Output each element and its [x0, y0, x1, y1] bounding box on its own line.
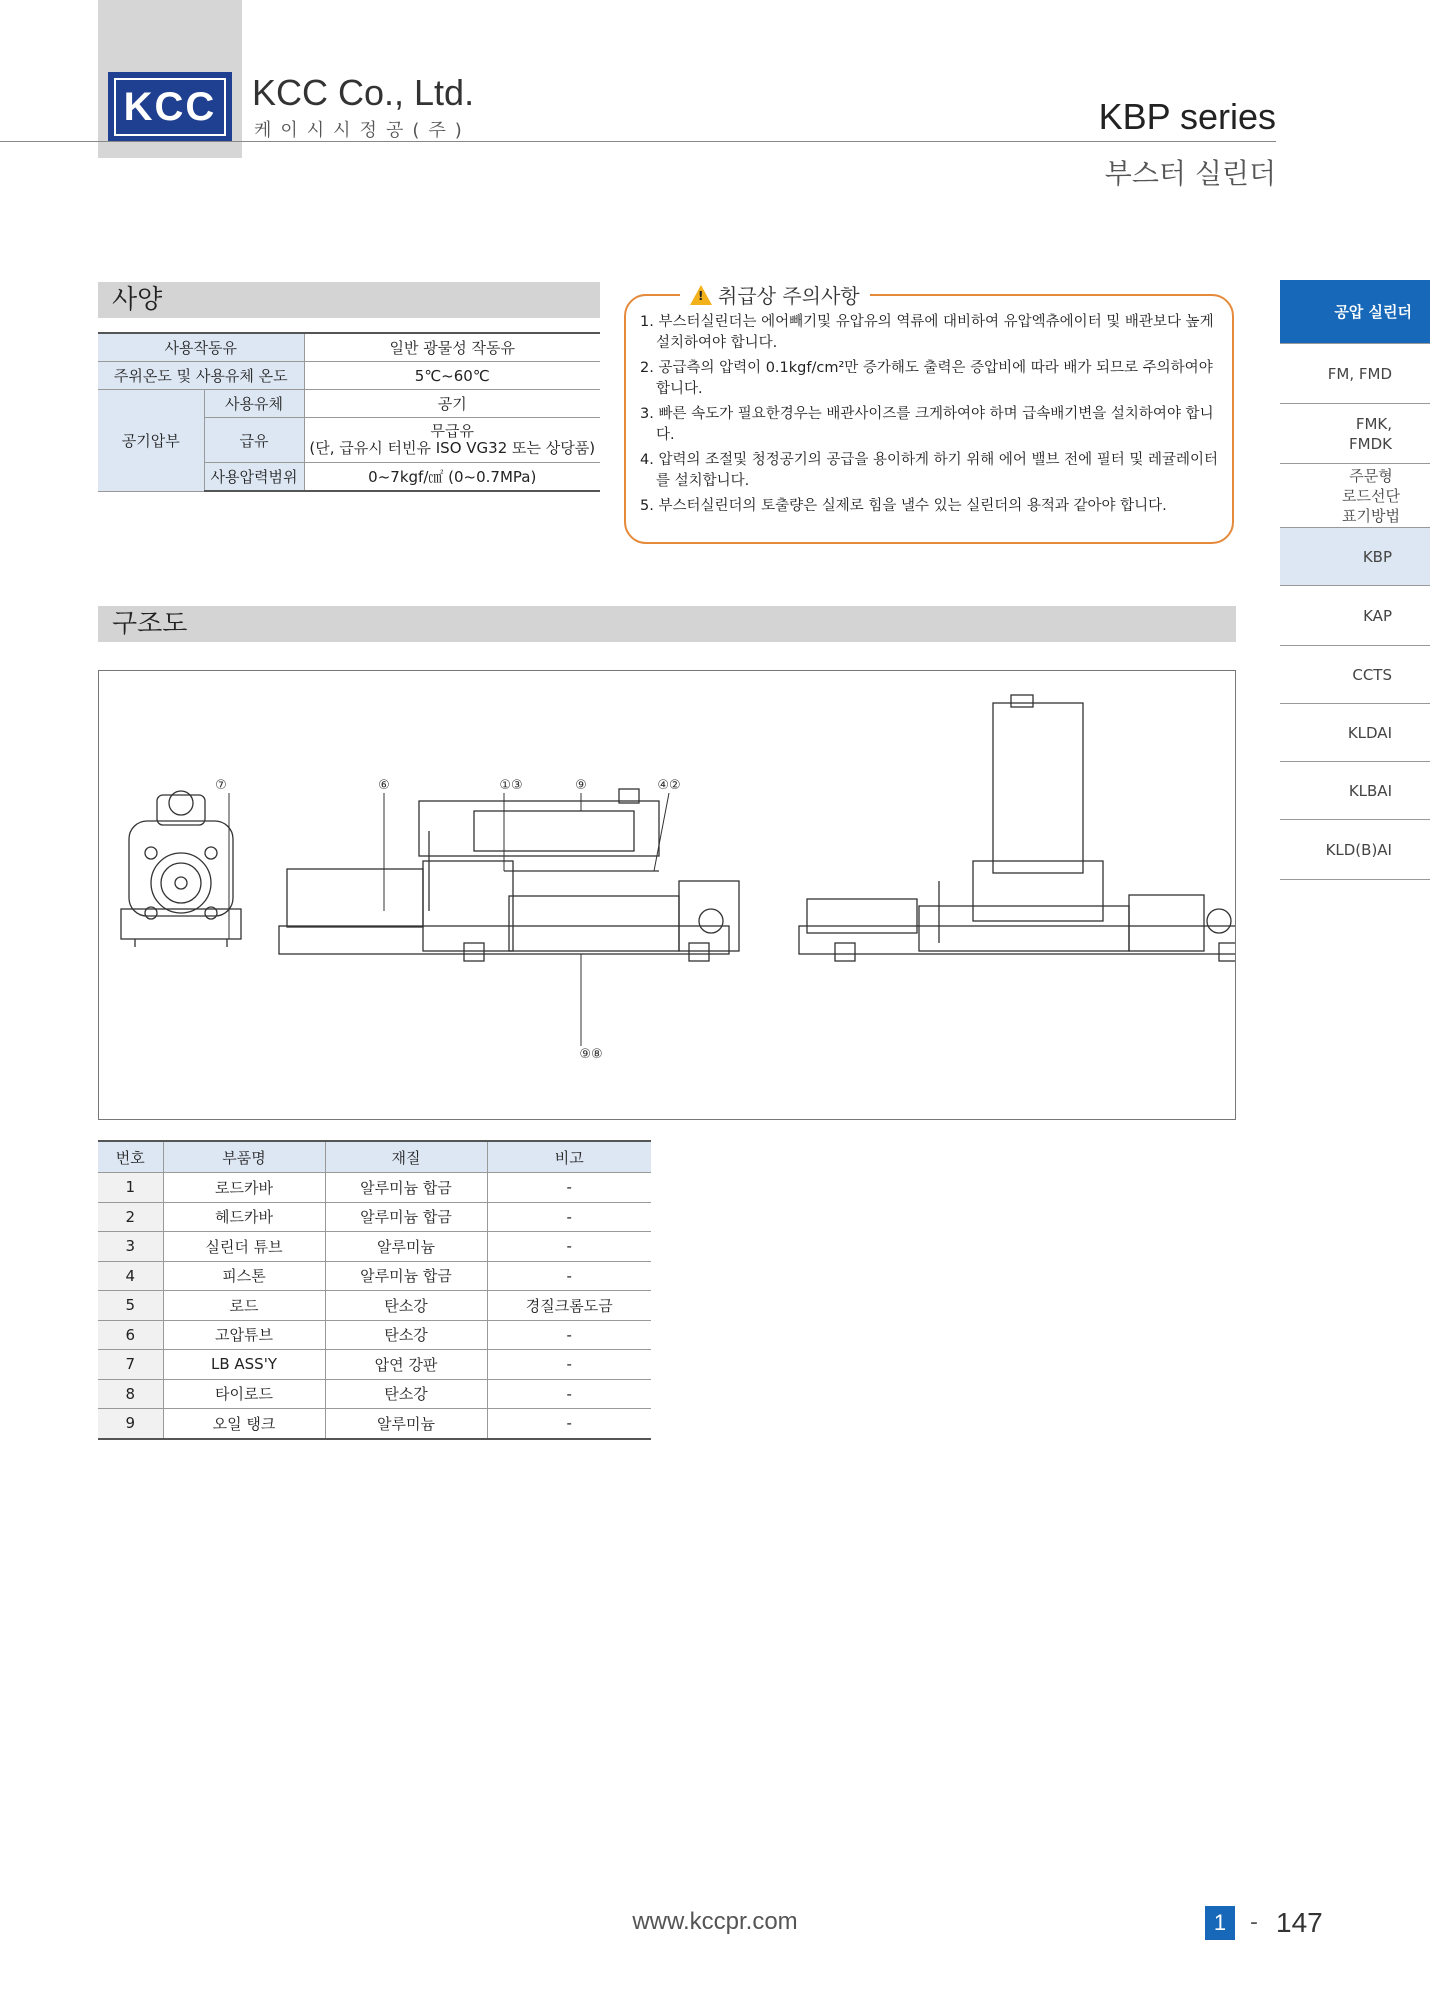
part-name: 로드 [163, 1291, 325, 1321]
callout-label: ⑥ [378, 778, 390, 793]
spec-label: 주위온도 및 사용유체 온도 [98, 362, 304, 390]
spec-group-label: 공기압부 [98, 390, 204, 492]
part-material: 탄소강 [325, 1320, 487, 1350]
nav-item-pneumatic-cylinder[interactable]: 공압 실린더 [1280, 280, 1430, 344]
part-remark: - [487, 1202, 651, 1232]
spec-value: 0~7kgf/㎠ (0~0.7MPa) [304, 463, 600, 492]
series-title: KBP series [1098, 96, 1276, 137]
table-row [98, 1350, 651, 1380]
nav-item-kbp[interactable]: KBP [1280, 528, 1430, 586]
page-number: 147 [1276, 1907, 1323, 1938]
part-name: 헤드카바 [163, 1202, 325, 1232]
callout-label: ⑨⑧ [579, 1047, 603, 1062]
nav-item-ccts[interactable]: CCTS [1280, 646, 1430, 704]
caution-item: 5. 부스터실린더의 토출량은 실제로 힘을 낼수 있는 실린더의 용적과 같아야 합니다. [640, 498, 1167, 514]
nav-item-order-rod-end[interactable]: 주문형 로드선단 표기방법 [1280, 464, 1430, 528]
spec-row [98, 362, 600, 390]
part-number: 3 [98, 1232, 163, 1262]
part-number: 8 [98, 1379, 163, 1409]
part-material: 압연 강판 [325, 1350, 487, 1380]
table-row [98, 1291, 651, 1321]
nav-item-klbai[interactable]: KLBAI [1280, 762, 1430, 820]
chapter-badge: 1 [1205, 1906, 1235, 1940]
part-material: 알루미늄 [325, 1409, 487, 1439]
spec-value: 5℃~60℃ [304, 362, 600, 390]
part-number: 1 [98, 1173, 163, 1203]
spec-value-line: 무급유 [430, 422, 474, 440]
table-row [98, 1232, 651, 1262]
part-material: 탄소강 [325, 1379, 487, 1409]
part-name: 피스톤 [163, 1261, 325, 1291]
table-row [98, 1320, 651, 1350]
footer-url[interactable]: www.kccpr.com [632, 1908, 798, 1935]
part-name: 고압튜브 [163, 1320, 325, 1350]
parts-table [98, 1140, 651, 1440]
part-number: 2 [98, 1202, 163, 1232]
series-subtitle: 부스터 실린더 [1104, 157, 1276, 190]
header-material: 재질 [325, 1141, 487, 1173]
nav-item-kap[interactable]: KAP [1280, 586, 1430, 646]
part-number: 4 [98, 1261, 163, 1291]
callout-label: ①③ [499, 778, 523, 793]
company-name-en: KCC Co., Ltd. [252, 72, 475, 113]
structure-drawing [98, 670, 1236, 1120]
header-divider [0, 141, 1276, 142]
table-row [98, 1173, 651, 1203]
caution-item: 3. 빠른 속도가 필요한경우는 배관사이즈를 크게하여야 하며 급속배기변을 설치하여야 합니다. [640, 406, 1214, 443]
end-view [121, 791, 241, 947]
part-material: 알루미늄 합금 [325, 1261, 487, 1291]
part-name: 오일 탱크 [163, 1409, 325, 1439]
part-remark: - [487, 1173, 651, 1203]
side-view [279, 789, 739, 961]
part-remark: - [487, 1261, 651, 1291]
table-row [98, 1261, 651, 1291]
table-row [98, 1379, 651, 1409]
side-nav [1280, 280, 1430, 880]
spec-value-multiline [304, 418, 600, 463]
caution-item: 1. 부스터실린더는 에어빼기및 유압유의 역류에 대비하여 유압엑츄에이터 및 배관보다 높게 설치하여야 합니다. [640, 314, 1214, 351]
part-number: 7 [98, 1350, 163, 1380]
company-logo: KCC [116, 80, 224, 134]
caution-title: 취급상 주의사항 [718, 284, 860, 308]
parts-table-header [98, 1141, 651, 1173]
caution-list [640, 312, 1228, 521]
part-name: 로드카바 [163, 1173, 325, 1203]
part-material: 알루미늄 [325, 1232, 487, 1262]
spec-value: 일반 광물성 작동유 [304, 333, 600, 362]
spec-label: 사용작동유 [98, 333, 304, 362]
callout-label: ⑨ [575, 778, 587, 793]
spec-row [98, 390, 600, 418]
caution-item: 2. 공급측의 압력이 0.1kgf/cm²만 증가해도 출력은 증압비에 따라 배가 되므로 주의하여야 합니다. [640, 360, 1213, 397]
header-part-name: 부품명 [163, 1141, 325, 1173]
caution-header [680, 280, 870, 309]
part-material: 탄소강 [325, 1291, 487, 1321]
part-number: 9 [98, 1409, 163, 1439]
header-remark: 비고 [487, 1141, 651, 1173]
table-row [98, 1409, 651, 1439]
nav-item-fm-fmd[interactable]: FM, FMD [1280, 344, 1430, 404]
spec-label: 사용압력범위 [204, 463, 304, 492]
part-remark: - [487, 1320, 651, 1350]
assembly-view [799, 695, 1235, 961]
spec-section-title: 사양 [98, 282, 600, 318]
spec-table [98, 332, 600, 492]
nav-item-kldai[interactable]: KLDAI [1280, 704, 1430, 762]
part-material: 알루미늄 합금 [325, 1202, 487, 1232]
callout-label: ④② [657, 778, 681, 793]
spec-label: 사용유체 [204, 390, 304, 418]
part-remark: - [487, 1232, 651, 1262]
part-name: LB ASS'Y [163, 1350, 325, 1380]
header-number: 번호 [98, 1141, 163, 1173]
part-number: 5 [98, 1291, 163, 1321]
spec-row [98, 333, 600, 362]
part-remark: - [487, 1409, 651, 1439]
page-separator: - [1250, 1910, 1258, 1935]
part-material: 알루미늄 합금 [325, 1173, 487, 1203]
part-remark: - [487, 1379, 651, 1409]
spec-value-line: (단, 급유시 터빈유 ISO VG32 또는 상당품) [309, 439, 596, 457]
structure-drawing-svg [99, 671, 1235, 1119]
nav-item-kldbai[interactable]: KLD(B)AI [1280, 820, 1430, 880]
part-number: 6 [98, 1320, 163, 1350]
warning-icon: ! [690, 285, 712, 305]
nav-item-fmk-fmdk[interactable]: FMK, FMDK [1280, 404, 1430, 464]
table-row [98, 1202, 651, 1232]
company-name-ko: 케이시시정공(주) [254, 120, 471, 141]
callout-label: ⑦ [215, 778, 227, 793]
spec-value: 공기 [304, 390, 600, 418]
part-remark: 경질크롬도금 [487, 1291, 651, 1321]
part-name: 실린더 튜브 [163, 1232, 325, 1262]
part-name: 타이로드 [163, 1379, 325, 1409]
caution-item: 4. 압력의 조절및 청정공기의 공급을 용이하게 하기 위해 에어 밸브 전에 필터 및 레귤레이터를 설치합니다. [640, 452, 1219, 489]
structure-section-title: 구조도 [98, 606, 1236, 642]
part-remark: - [487, 1350, 651, 1380]
spec-label: 급유 [204, 418, 304, 463]
